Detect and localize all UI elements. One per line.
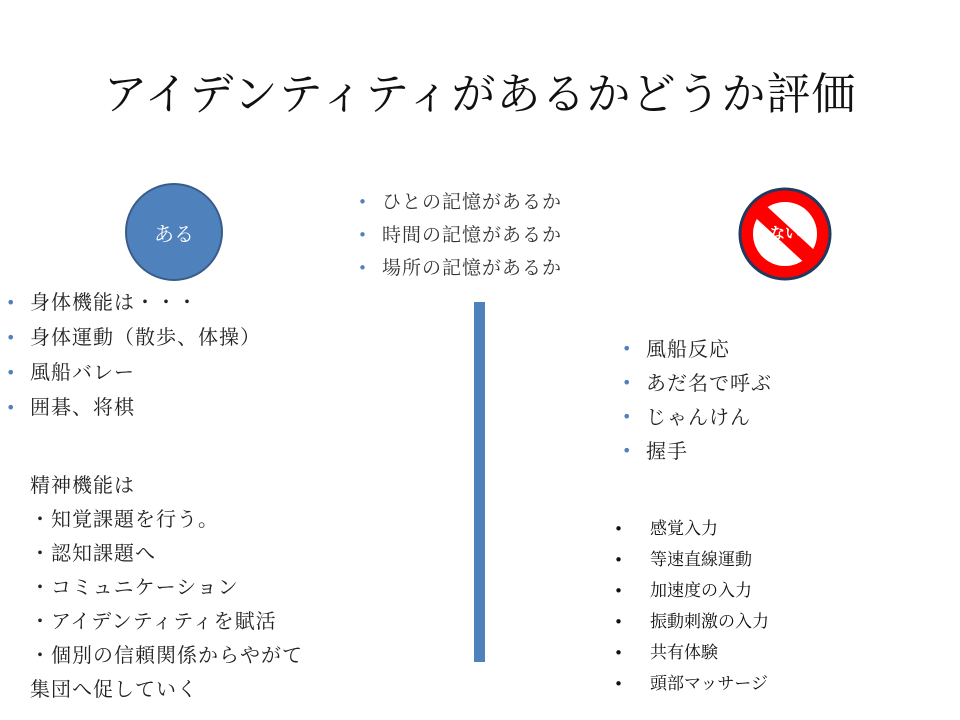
reaction-item: • じゃんけん	[622, 400, 772, 434]
physical-item: • 身体運動（散歩、体操）	[6, 320, 261, 355]
sensory-item: • 加速度の入力	[614, 576, 769, 607]
sensory-item: • 感覚入力	[614, 514, 769, 545]
slide-title: アイデンティティがあるかどうか評価	[103, 69, 857, 120]
mental-line: ・個別の信頼関係からやがて	[30, 643, 303, 667]
mental-function-block	[30, 468, 303, 706]
reaction-item: • 風船反応	[622, 332, 772, 366]
sensory-item: • 振動刺激の入力	[614, 607, 769, 638]
reaction-item: • あだ名で呼ぶ	[622, 366, 772, 400]
nai-label: ない	[769, 224, 800, 242]
mental-line: ・知覚課題を行う。	[30, 507, 219, 531]
mental-line: ・コミュニケーション	[30, 575, 239, 599]
sensory-input-list	[614, 514, 769, 700]
vertical-divider	[474, 302, 485, 662]
memory-check-item: • ひとの記憶があるか	[358, 186, 562, 219]
memory-check-item: • 時間の記憶があるか	[358, 219, 562, 252]
physical-item: • 囲碁、将棋	[6, 390, 261, 425]
memory-check-item: • 場所の記憶があるか	[358, 252, 562, 285]
sensory-item: • 等速直線運動	[614, 545, 769, 576]
mental-heading: 精神機能は	[30, 473, 135, 497]
sensory-item: • 共有体験	[614, 638, 769, 669]
mental-line: ・アイデンティティを賦活	[30, 609, 277, 633]
physical-item: • 身体機能は・・・	[6, 285, 261, 320]
aru-circle-badge: ある	[125, 183, 223, 281]
reaction-list	[622, 332, 772, 468]
sensory-item: • 頭部マッサージ	[614, 669, 769, 700]
physical-function-list	[6, 285, 261, 425]
reaction-item: • 握手	[622, 434, 772, 468]
mental-line: 集団へ促していく	[30, 677, 198, 701]
memory-check-list	[358, 186, 562, 285]
physical-item: • 風船バレー	[6, 355, 261, 390]
mental-line: ・認知課題へ	[30, 541, 156, 565]
